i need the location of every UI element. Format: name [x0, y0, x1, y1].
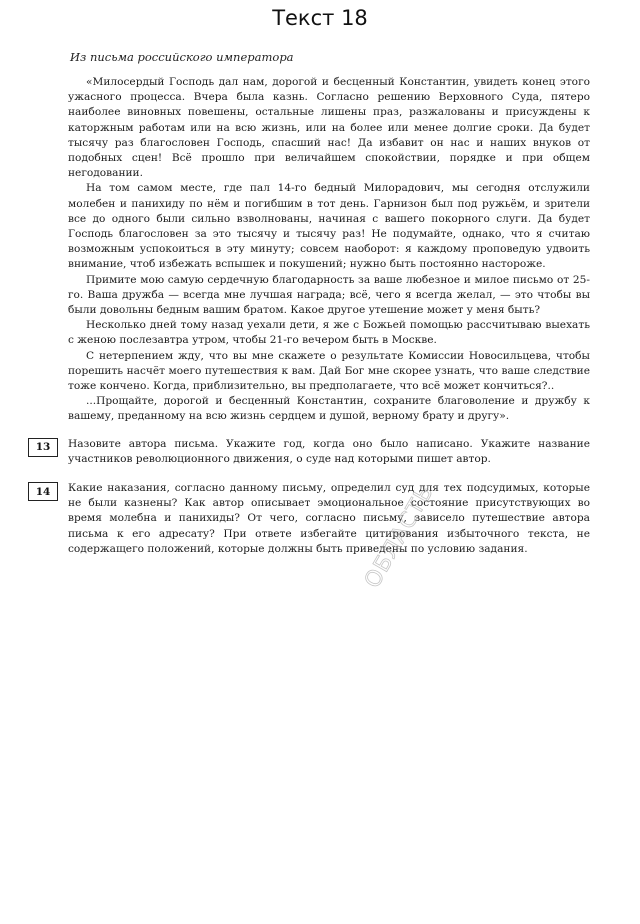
task-number-box: 13 [28, 438, 58, 457]
letter-paragraph: «Милосердый Господь дал нам, дорогой и бесценный Константин, увидеть конец этого ужасного процесса. Вчера была казнь. Согласно решению Верховного Суда, пятеро наиболее виновных повешены, остальные лишены праз, разжалованы и присуждены к каторжным работам или на всю жизнь, или на более или менее долгие сроки. Да будет тысячу раз благословен Господь, спасший нас! Да избавит он нас и наших внуков от подобных сцен! Всё прошло при величайшем спокойствии, порядке и при общем негодовании. [68, 76, 590, 180]
task-question: Назовите автора письма. Укажите год, когда оно было написано. Укажите название участников революционного движения, о суде над которыми пишет автор. [68, 437, 590, 465]
source-heading: Из письма российского императора [70, 50, 294, 64]
letter-paragraph: С нетерпением жду, что вы мне скажете о результате Комиссии Новосильцева, чтобы порешить насчёт моего путешествия к вам. Дай Бог мне скорее узнать, что ваше следствие тоже кончено. Когда, приблизительно, вы предполагаете, что всё может кончиться?.. [68, 349, 590, 393]
letter-paragraph: Примите мою самую сердечную благодарность за ваше любезное и милое письмо от 25-го. Ваша дружба — всегда мне лучшая награда; всё, чего я всегда желал, — это чтобы вы были довольны бедным вашим братом. Какое другое утешение может у меня быть? [68, 273, 590, 317]
watermark: ОБЛАСТЬ [360, 480, 440, 593]
letter-text [68, 75, 590, 425]
letter-paragraph: Несколько дней тому назад уехали дети, я же с Божьей помощью рассчитываю выехать с женою послезавтра утром, чтобы 21-го вечером быть в Москве. [68, 319, 590, 347]
task-number-box: 14 [28, 482, 58, 501]
task-question: Какие наказания, согласно данному письму, определил суд для тех подсудимых, которые не были казнены? Как автор описывает эмоциональное состояние присутствующих во время молебна и панихиды? От чего, согласно письму, зависело путешествие автора письма к его адресату? При ответе избегайте цитирования избыточного текста, не содержащего положений, которые должны быть приведены по условию задания. [68, 482, 590, 555]
task-13 [35, 437, 590, 467]
letter-paragraph: На том самом месте, где пал 14-го бедный Милорадович, мы сегодня отслужили молебен и панихиду по нём и погибшим в тот день. Гарнизон был под ружьём, и зрители все до одного были сильно взволнованы, начиная с вашего покорного слуги. Да будет Господь благословен за это тысячу и тысячу раз! Не подумайте, однако, что я считаю возможным успокоиться в эту минуту; совсем наоборот: я каждому проповедую удвоить внимание, чтоб избежать вспышек и покушений; нужно быть постоянно настороже. [68, 182, 590, 271]
scanned-document [35, 50, 590, 557]
task-14 [35, 481, 590, 557]
page-title: Текст 18 [272, 6, 368, 30]
letter-paragraph: ...Прощайте, дорогой и бесценный Константин, сохраните благоволение и дружбу к вашему, преданному на всю жизнь сердцем и душой, верному брату и другу». [68, 395, 590, 423]
